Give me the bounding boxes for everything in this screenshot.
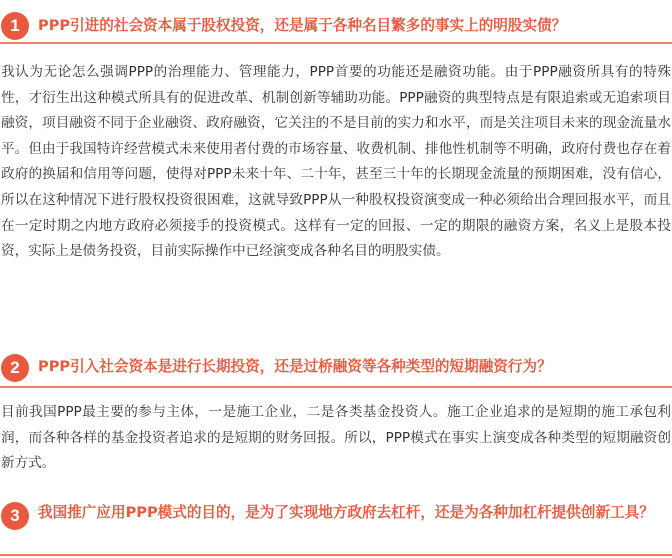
question-heading-2 (0, 352, 672, 388)
answer-paragraph-2: 目前我国PPP最主要的参与主体，一是施工企业，二是各类基金投资人。施工企业追求的是短期的施工承包利润，而各种各样的基金投资者追求的是短期的财务回报。所以，PPP模式在事实上演变成各种类型的短期融资创新方式。 (1, 404, 671, 472)
answer-paragraph-1: 我认为无论怎么强调PPP的治理能力、管理能力，PPP首要的功能还是融资功能。由于PPP融资所具有的特殊性，才衍生出这种模式所具有的促进改革、机制创新等辅助功能。PPP融资的典型特点是有限追索或无追索项目融资，项目融资不同于企业融资、政府融资，它关注的不是目前的实力和水平，而是关注项目未来的现金流量水平。但由于我国特许经营模式未来使用者付费的市场容量、收费机制、排他性机制等不明确，政府付费也存在着政府的换届和信用等问题，使得对PPP未来十年、二十年，甚至三十年的长期现金流量的预期困难，没有信心，所以在这种情况下进行股权投资很困难，这就导致PPP从一种股权投资演变成一种必须给出合理回报水平，而且在一定时期之内地方政府必须接手的投资模式。这样有一定的回报、一定的期限的融资方案，名义上是股本投资，实际上是债务投资，目前实际操作中已经演变成各种名目的明股实债。 (1, 64, 671, 260)
question-title: PPP引入社会资本是进行长期投资，还是过桥融资等各种类型的短期融资行为？ (38, 358, 552, 375)
question-heading-1 (0, 8, 672, 44)
question-title: 我国推广应用PPP模式的目的，是为了实现地方政府去杠杆，还是为各种加杠杆提供创新工具？ (38, 504, 654, 521)
question-heading-3 (0, 500, 672, 556)
question-number-badge: 3 (1, 502, 29, 530)
question-title: PPP引进的社会资本属于股权投资，还是属于各种名目繁多的事实上的明股实债？ (38, 17, 567, 34)
question-number-badge: 1 (1, 12, 29, 40)
question-number-badge: 2 (1, 354, 29, 382)
